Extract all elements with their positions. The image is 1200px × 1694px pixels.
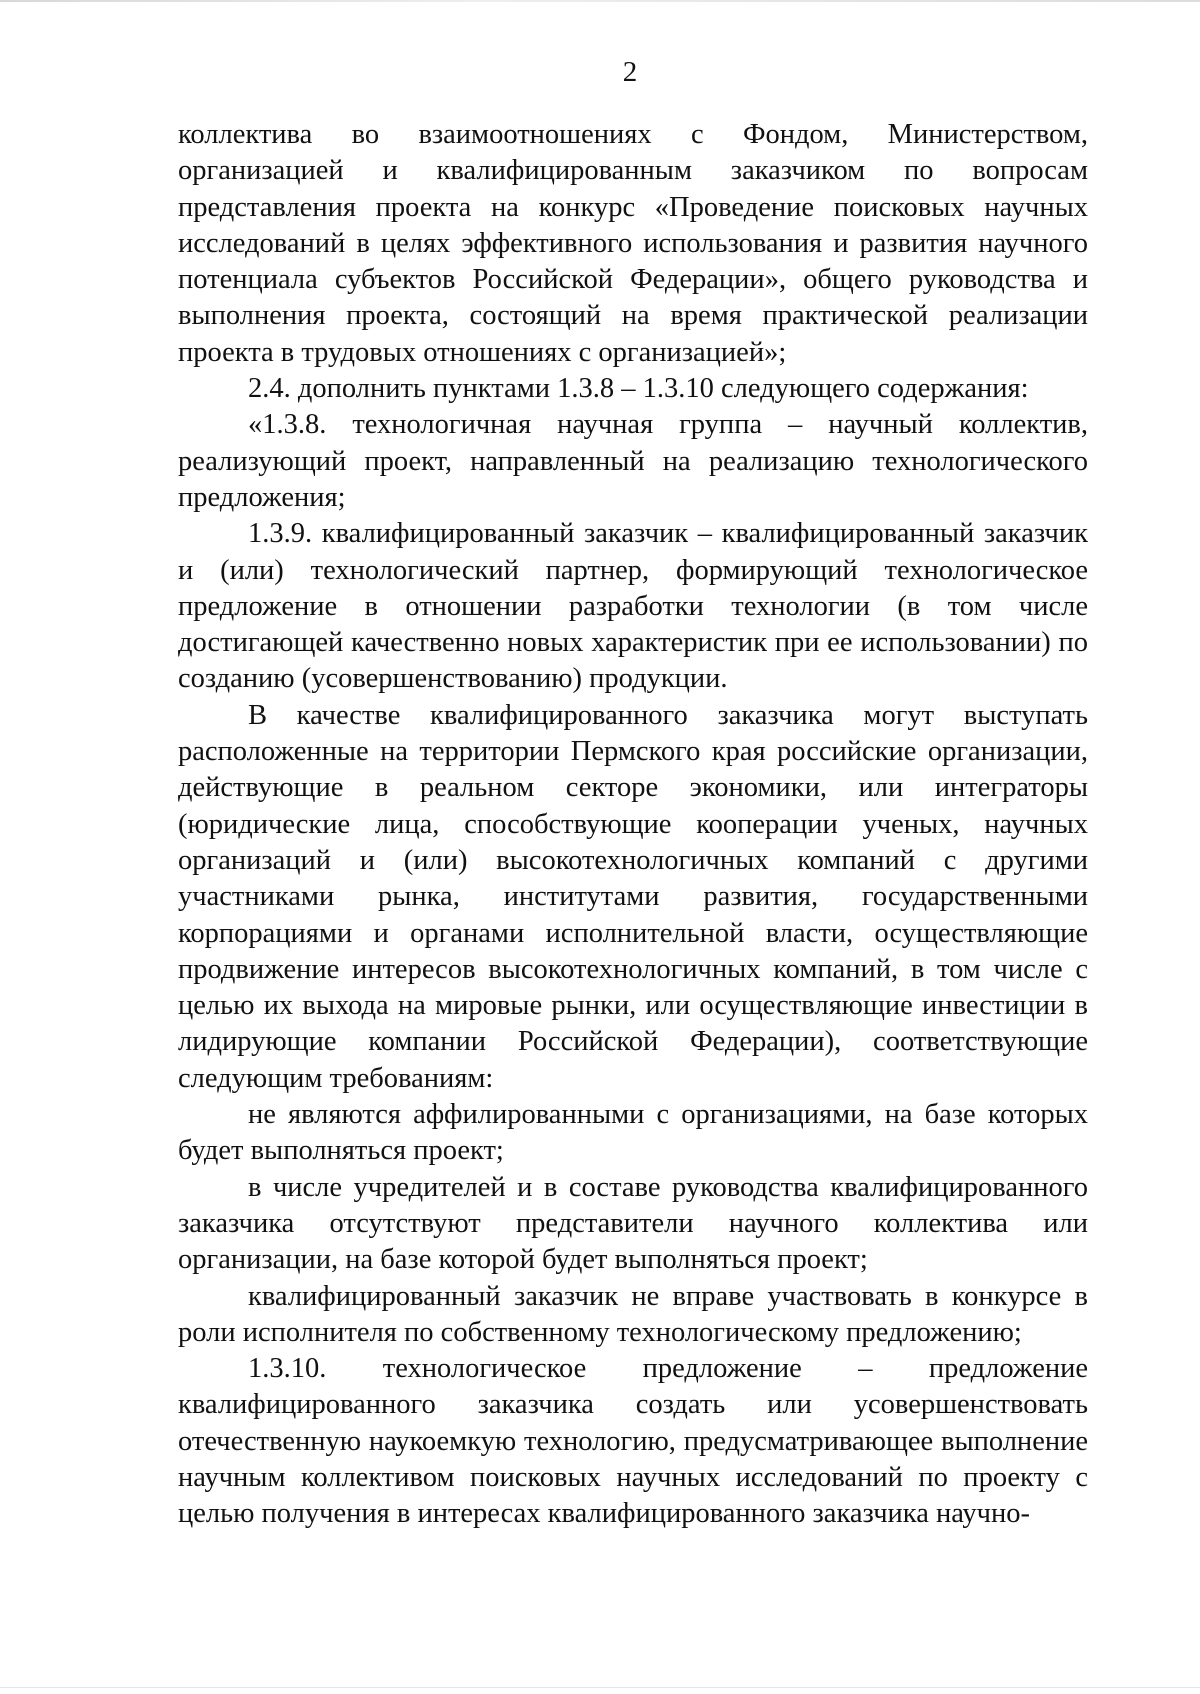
paragraph-requirement-not-executor: квалифицированный заказчик не вправе участвовать в конкурсе в роли исполнителя по собственному технологическому предложению; xyxy=(178,1280,1088,1348)
paragraph-amendment-2-4: 2.4. дополнить пунктами 1.3.8 – 1.3.10 следующего содержания: xyxy=(248,373,1029,405)
page-number: 2 xyxy=(622,56,638,88)
paragraph-requirement-not-affiliated: не являются аффилированными с организациями, на базе которых будет выполняться проект; xyxy=(178,1099,1088,1167)
document-body xyxy=(178,117,1088,1533)
scan-bottom-edge xyxy=(0,1687,1200,1688)
paragraph-collective-definition-end: коллектива во взаимоотношениях с Фондом, Министерством, организацией и квалифицированным заказчиком по вопросам представления проекта на конкурс «Проведение поисковых научных исследований в целях эффективного использования и развития научного потенциала субъектов Российской Федерации», общего руководства и выполнения проекта, состоящий на время практической реализации проекта в трудовых отношениях с организацией»; xyxy=(178,119,1088,368)
paragraph-qualified-customer-eligibility: В качестве квалифицированного заказчика могут выступать расположенные на территории Пермского края российские организации, действующие в реальном секторе экономики, или интеграторы (юридические лица, способствующие кооперации ученых, научных организаций и (или) высокотехнологичных компаний с другими участниками рынка, институтами развития, государственными корпорациями и органами исполнительной власти, осуществляющие продвижение интересов высокотехнологичных компаний, в том числе с целью их выхода на мировые рынки, или осуществляющие инвестиции в лидирующие компании Российской Федерации), соответствующие следующим требованиям: xyxy=(178,699,1088,1094)
paragraph-requirement-no-representatives: в числе учредителей и в составе руководства квалифицированного заказчика отсутствуют представители научного коллектива или организации, на базе которой будет выполняться проект; xyxy=(178,1171,1088,1276)
paragraph-item-1-3-10: 1.3.10. технологическое предложение – предложение квалифицированного заказчика создать или усовершенствовать отечественную наукоемкую технологию, предусматривающее выполнение научным коллективом поисковых научных исследований по проекту с целью получения в интересах квалифицированного заказчика научно- xyxy=(178,1353,1088,1530)
scan-top-edge xyxy=(0,0,1200,2)
paragraph-item-1-3-9: 1.3.9. квалифицированный заказчик – квалифицированный заказчик и (или) технологический партнер, формирующий технологическое предложение в отношении разработки технологии (в том числе достигающей качественно новых характеристик при ее использовании) по созданию (усовершенствованию) продукции. xyxy=(178,518,1088,695)
paragraph-item-1-3-8: «1.3.8. технологичная научная группа – научный коллектив, реализующий проект, направленный на реализацию технологического предложения; xyxy=(178,409,1088,513)
